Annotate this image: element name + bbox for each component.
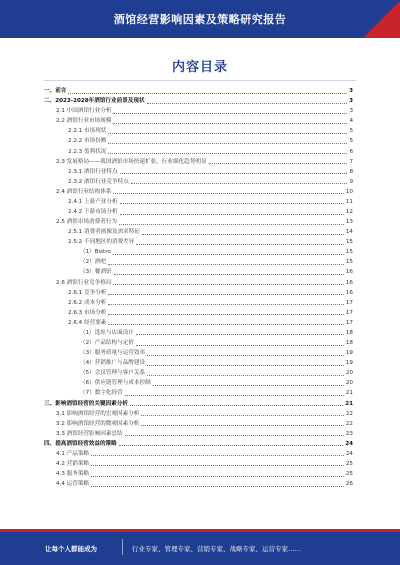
toc-page-number: 20 xyxy=(345,370,353,377)
toc-page-number: 9 xyxy=(349,178,353,185)
toc-page-number: 16 xyxy=(345,279,353,286)
toc-entry[interactable] xyxy=(44,398,353,408)
toc-page-number: 25 xyxy=(345,471,353,478)
toc-heading: 内容目录 xyxy=(171,60,228,75)
toc-entry[interactable] xyxy=(44,328,353,338)
toc-entry[interactable] xyxy=(44,308,353,318)
toc-entry[interactable] xyxy=(44,358,353,368)
toc-leader-dots xyxy=(108,133,347,134)
toc-page-number: 19 xyxy=(345,350,353,357)
toc-page-number: 5 xyxy=(349,128,353,135)
toc-entry-title: （1）Bistro xyxy=(80,249,111,256)
toc-entry[interactable] xyxy=(44,277,353,287)
toc-entry-title: 2.5.1 消费者画像及需求特征 xyxy=(68,229,140,236)
toc-entry-title: （3）服务质量与运营效率 xyxy=(80,350,146,357)
toc-entry-title: （5）会员管理与客户关系 xyxy=(80,370,146,377)
page-footer xyxy=(0,529,400,565)
toc-leader-dots xyxy=(153,385,344,386)
toc-entry-title: 2.4 酒馆行业结构体系 xyxy=(56,188,112,195)
footer-tagline: 行业专家、管理专家、营销专家、战略专家、运营专家…… xyxy=(132,545,301,553)
toc-leader-dots xyxy=(120,214,344,215)
toc-entry[interactable] xyxy=(44,126,353,136)
toc-entry[interactable] xyxy=(44,237,353,247)
toc-entry-title: 2.1 中国酒馆行业分析 xyxy=(56,108,112,115)
toc-entry[interactable] xyxy=(44,439,353,449)
toc-entry-title: （3）餐酒馆 xyxy=(80,269,112,276)
toc-entry-title: 2.6 酒馆行业竞争格局 xyxy=(56,279,112,286)
toc-entry[interactable] xyxy=(44,469,353,479)
toc-entry-title: 3.1 影响酒馆经营的宏观因素分析 xyxy=(56,410,140,417)
toc-entry-title: 一、前言 xyxy=(44,88,67,95)
toc-entry[interactable] xyxy=(44,96,353,106)
toc-page-number: 21 xyxy=(345,390,353,397)
toc-entry[interactable] xyxy=(44,197,353,207)
toc-leader-dots xyxy=(108,264,344,265)
table-of-contents xyxy=(44,86,353,489)
toc-entry-title: 2.3 发展格局——我国酒馆市场快速扩张，行业细化趋势明显 xyxy=(56,158,207,165)
toc-entry-title: 2.2.2 市场份额 xyxy=(68,138,107,145)
toc-entry-title: 2.5 酒馆市场消费者行为 xyxy=(56,219,118,226)
toc-leader-dots xyxy=(113,254,344,255)
toc-leader-dots xyxy=(141,415,343,416)
toc-entry-title: 2.2 酒馆行业市场规模 xyxy=(56,118,112,125)
toc-leader-dots xyxy=(119,445,343,446)
toc-entry-title: （2）产品结构与定价 xyxy=(80,340,134,347)
toc-entry-title: （2）酒吧 xyxy=(80,259,106,266)
toc-leader-dots xyxy=(125,395,344,396)
toc-leader-dots xyxy=(68,93,347,94)
toc-entry-title: 2.2.3 盈利状况 xyxy=(68,148,107,155)
toc-leader-dots xyxy=(131,183,348,184)
toc-entry[interactable] xyxy=(44,227,353,237)
toc-entry-title: 2.4.1 上游产业分析 xyxy=(68,198,118,205)
toc-page-number: 17 xyxy=(345,299,353,306)
toc-leader-dots xyxy=(108,153,347,154)
toc-leader-dots xyxy=(108,314,343,315)
toc-page-number: 10 xyxy=(345,188,353,195)
toc-entry-title: 2.3.2 酒馆行业竞争特点 xyxy=(68,178,129,185)
toc-page-number: 25 xyxy=(345,460,353,467)
toc-page-number: 24 xyxy=(345,450,353,457)
toc-entry[interactable] xyxy=(44,288,353,298)
toc-page-number: 3 xyxy=(349,88,353,95)
toc-page-number: 3 xyxy=(349,98,353,105)
toc-entry[interactable] xyxy=(44,348,353,358)
toc-entry-title: 4.1 产品策略 xyxy=(56,450,90,457)
toc-entry[interactable] xyxy=(44,116,353,126)
toc-entry[interactable] xyxy=(44,207,353,217)
toc-page-number: 15 xyxy=(345,249,353,256)
toc-entry-title: 四、提高酒馆经营效益的策略 xyxy=(44,440,117,447)
toc-page-number: 12 xyxy=(345,209,353,216)
toc-entry[interactable] xyxy=(44,177,353,187)
toc-page-number: 7 xyxy=(349,158,353,165)
toc-entry-title: 4.2 营销策略 xyxy=(56,460,90,467)
page-header xyxy=(0,0,400,38)
toc-entry[interactable] xyxy=(44,338,353,348)
toc-entry[interactable] xyxy=(44,449,353,459)
toc-leader-dots xyxy=(119,224,344,225)
toc-entry-title: 2.6.2 成本分析 xyxy=(68,299,107,306)
toc-leader-dots xyxy=(91,465,344,466)
footer-accent-bar xyxy=(0,529,400,532)
toc-leader-dots xyxy=(91,476,344,477)
toc-entry-title: （1）选址与店面设计 xyxy=(80,329,134,336)
toc-entry[interactable] xyxy=(44,257,353,267)
toc-entry-title: 4.4 运营策略 xyxy=(56,481,90,488)
toc-entry-title: （4）营销推广与品牌建设 xyxy=(80,360,146,367)
toc-page-number: 11 xyxy=(345,198,353,205)
toc-entry-title: 2.2.1 市场现状 xyxy=(68,128,107,135)
toc-leader-dots xyxy=(130,405,343,406)
toc-page-number: 13 xyxy=(345,219,353,226)
toc-page-number: 16 xyxy=(345,289,353,296)
toc-entry[interactable] xyxy=(44,429,353,439)
toc-entry-title: 3.3 酒馆经营影响因素总结 xyxy=(56,430,123,437)
toc-entry[interactable] xyxy=(44,479,353,489)
divider xyxy=(44,80,356,81)
toc-leader-dots xyxy=(147,355,344,356)
toc-page-number: 6 xyxy=(349,148,353,155)
toc-entry[interactable] xyxy=(44,217,353,227)
toc-leader-dots xyxy=(136,334,344,335)
toc-leader-dots xyxy=(108,304,343,305)
toc-entry-title: 三、影响酒馆经营的关键因素分析 xyxy=(44,400,128,407)
toc-entry[interactable] xyxy=(44,419,353,429)
toc-entry-title: （6）供应链管理与成本控制 xyxy=(80,380,151,387)
toc-page-number: 23 xyxy=(345,430,353,437)
toc-leader-dots xyxy=(108,294,343,295)
toc-leader-dots xyxy=(91,486,344,487)
toc-page-number: 21 xyxy=(345,400,353,407)
toc-page-number: 26 xyxy=(345,481,353,488)
toc-entry-title: 2.6.4 经营要素 xyxy=(68,319,107,326)
toc-leader-dots xyxy=(147,365,344,366)
toc-leader-dots xyxy=(120,203,344,204)
toc-leader-dots xyxy=(209,163,348,164)
footer-divider xyxy=(122,539,123,555)
footer-slogan: 让每个人都能成为 xyxy=(45,545,97,553)
toc-page-number: 20 xyxy=(345,380,353,387)
toc-page-number: 18 xyxy=(345,340,353,347)
toc-entry[interactable] xyxy=(44,106,353,116)
toc-page-number: 14 xyxy=(345,229,353,236)
toc-page-number: 24 xyxy=(345,440,353,447)
toc-entry-title: 4.3 服务策略 xyxy=(56,471,90,478)
toc-leader-dots xyxy=(113,193,343,194)
toc-entry[interactable] xyxy=(44,136,353,146)
toc-page-number: 15 xyxy=(345,239,353,246)
toc-entry[interactable] xyxy=(44,388,353,398)
toc-entry[interactable] xyxy=(44,318,353,328)
toc-entry-title: 2.3.1 酒馆行业特点 xyxy=(68,168,118,175)
toc-page-number: 17 xyxy=(345,319,353,326)
toc-leader-dots xyxy=(141,425,343,426)
report-title: 酒馆经营影响因素及策略研究报告 xyxy=(113,13,287,26)
toc-entry[interactable] xyxy=(44,167,353,177)
toc-leader-dots xyxy=(113,284,343,285)
toc-entry[interactable] xyxy=(44,459,353,469)
toc-leader-dots xyxy=(147,375,344,376)
toc-leader-dots xyxy=(120,173,348,174)
toc-page-number: 3 xyxy=(349,108,353,115)
toc-leader-dots xyxy=(91,455,344,456)
toc-entry[interactable] xyxy=(44,86,353,96)
toc-leader-dots xyxy=(142,234,344,235)
toc-entry[interactable] xyxy=(44,298,353,308)
toc-leader-dots xyxy=(113,123,347,124)
toc-page-number: 17 xyxy=(345,309,353,316)
toc-entry[interactable] xyxy=(44,157,353,167)
toc-leader-dots xyxy=(125,435,344,436)
header-accent xyxy=(364,0,400,38)
toc-entry[interactable] xyxy=(44,146,353,156)
toc-leader-dots xyxy=(113,113,347,114)
toc-entry-title: 2.6.3 市场分析 xyxy=(68,309,107,316)
toc-entry[interactable] xyxy=(44,378,353,388)
toc-entry-title: 二、2023-2028年酒馆行业前景及现状 xyxy=(44,98,145,105)
toc-leader-dots xyxy=(114,274,344,275)
toc-leader-dots xyxy=(136,244,344,245)
toc-page-number: 22 xyxy=(345,420,353,427)
toc-entry[interactable] xyxy=(44,409,353,419)
toc-page-number: 16 xyxy=(345,269,353,276)
toc-entry-title: 2.6.1 竞争分析 xyxy=(68,289,107,296)
toc-page-number: 19 xyxy=(345,360,353,367)
toc-leader-dots xyxy=(108,143,347,144)
toc-page-number: 22 xyxy=(345,410,353,417)
toc-entry-title: 2.4.2 下游市场分析 xyxy=(68,209,118,216)
toc-entry[interactable] xyxy=(44,247,353,257)
toc-entry[interactable] xyxy=(44,368,353,378)
toc-entry[interactable] xyxy=(44,187,353,197)
toc-page-number: 8 xyxy=(349,168,353,175)
toc-page-number: 15 xyxy=(345,259,353,266)
toc-entry-title: 3.2 影响酒馆经营的微观因素分析 xyxy=(56,420,140,427)
toc-page-number: 4 xyxy=(349,118,353,125)
toc-entry-title: （7）数字化经营 xyxy=(80,390,123,397)
toc-page-number: 18 xyxy=(345,329,353,336)
toc-page-number: 5 xyxy=(349,138,353,145)
toc-entry-title: 2.5.2 不同地区的消费差异 xyxy=(68,239,135,246)
toc-leader-dots xyxy=(108,324,343,325)
toc-leader-dots xyxy=(147,103,348,104)
toc-entry[interactable] xyxy=(44,267,353,277)
toc-leader-dots xyxy=(136,345,344,346)
